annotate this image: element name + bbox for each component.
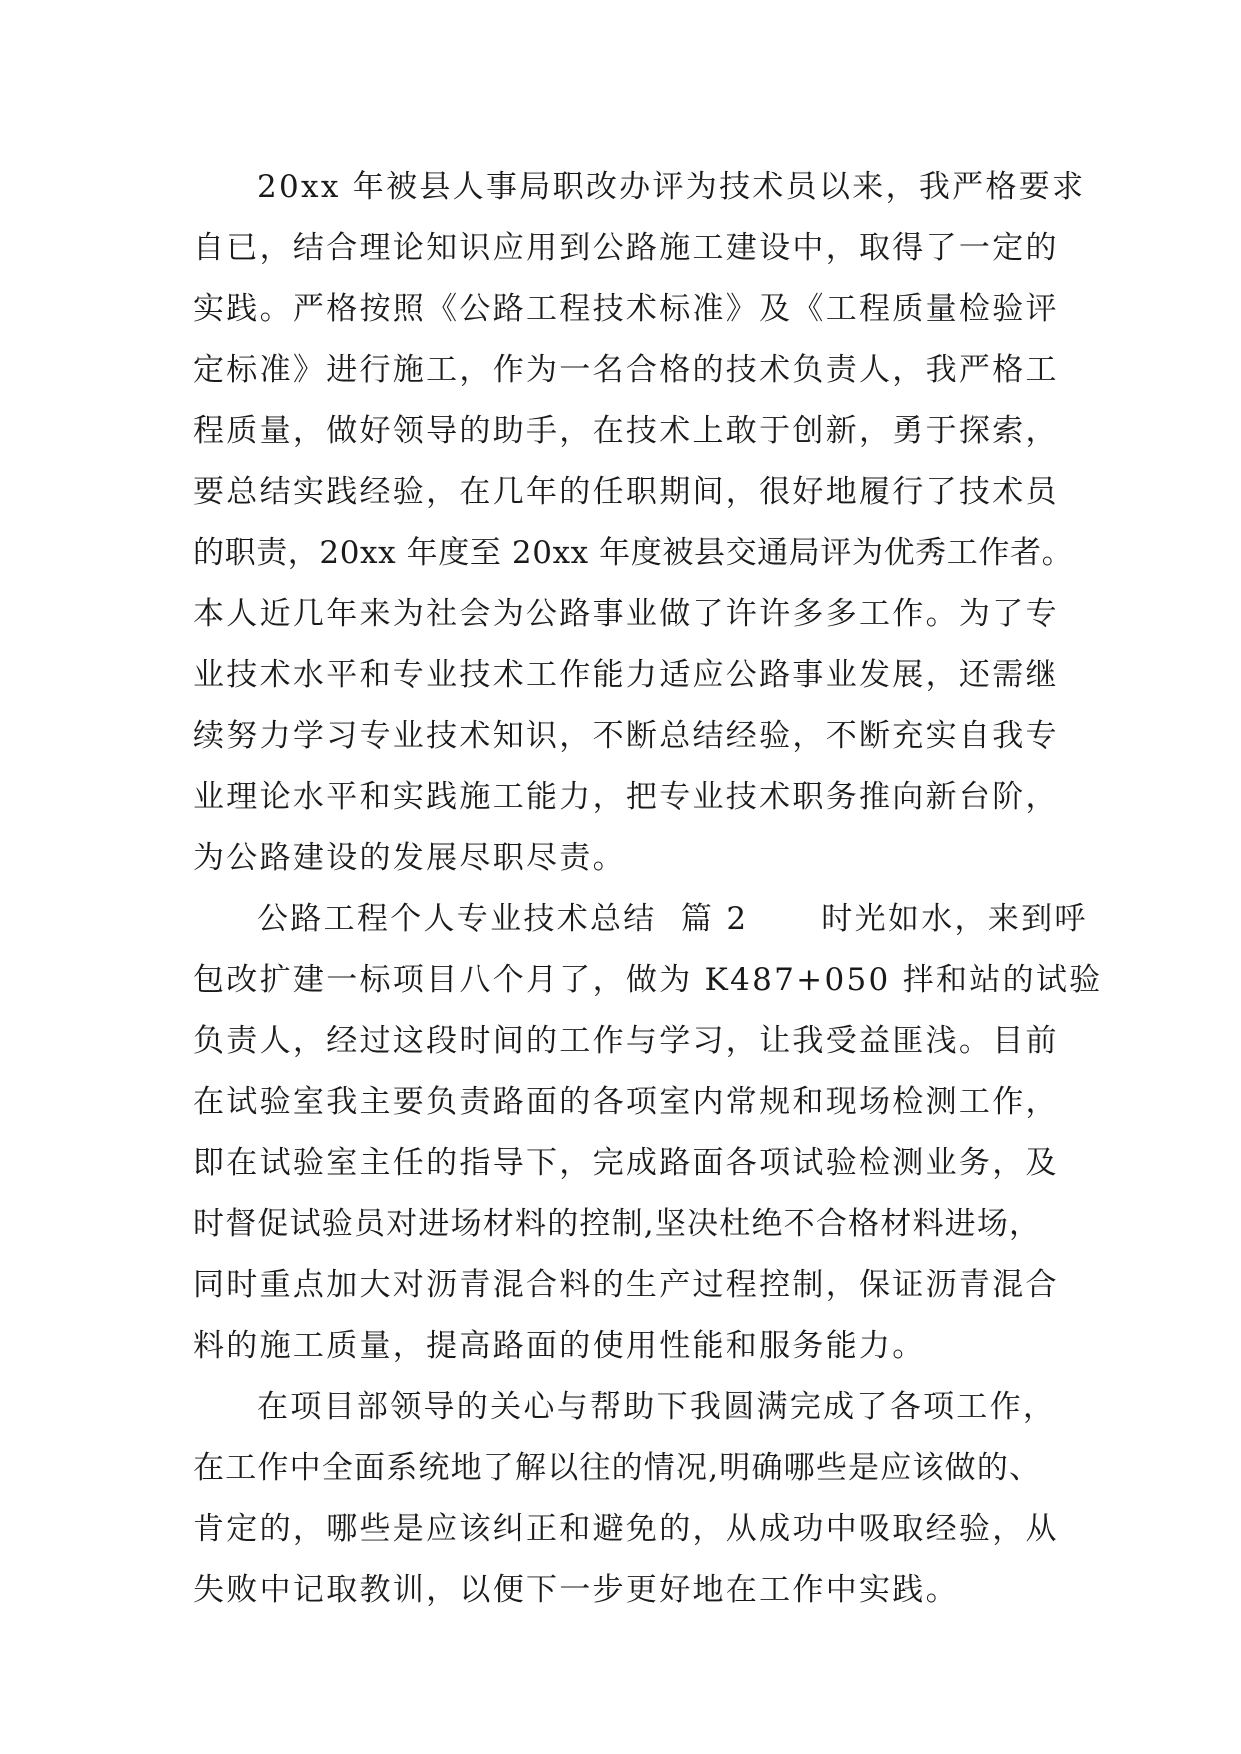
text-line: 时督促试验员对进场材料的控制,坚决杜绝不合格材料进场，	[193, 1206, 1042, 1242]
text-line: 要总结实践经验，在几年的任职期间，很好地履行了技术员	[193, 474, 1059, 510]
section-heading-line: 公路工程个人专业技术总结 篇 2 时光如水，来到呼	[257, 901, 1088, 937]
text-line: 定标准》进行施工，作为一名合格的技术负责人，我严格工	[193, 352, 1059, 388]
text-line: 料的施工质量，提高路面的使用性能和服务能力。	[193, 1328, 926, 1364]
text-line: 实践。严格按照《公路工程技术标准》及《工程质量检验评	[193, 291, 1059, 327]
document-body	[193, 157, 1103, 1621]
text-line: 续努力学习专业技术知识，不断总结经验，不断充实自我专	[193, 718, 1059, 754]
text-line: 失败中记取教训，以便下一步更好地在工作中实践。	[193, 1572, 959, 1608]
paragraph-2	[193, 889, 1103, 1377]
text-line: 自已，结合理论知识应用到公路施工建设中，取得了一定的	[193, 230, 1059, 266]
text-line: 为公路建设的发展尽职尽责。	[193, 840, 626, 876]
text-line: 即在试验室主任的指导下，完成路面各项试验检测业务，及	[193, 1145, 1059, 1181]
paragraph-3	[193, 1377, 1073, 1621]
text-line: 肯定的，哪些是应该纠正和避免的，从成功中吸取经验，从	[193, 1511, 1059, 1547]
text-line: 同时重点加大对沥青混合料的生产过程控制，保证沥青混合	[193, 1267, 1059, 1303]
text-line: 在工作中全面系统地了解以往的情况,明确哪些是应该做的、	[193, 1450, 1042, 1486]
text-line: 在项目部领导的关心与帮助下我圆满完成了各项工作，	[257, 1389, 1057, 1425]
paragraph-1	[193, 157, 1086, 889]
text-line: 负责人，经过这段时间的工作与学习，让我受益匪浅。目前	[193, 1023, 1059, 1059]
text-line: 本人近几年来为社会为公路事业做了许许多多工作。为了专	[193, 596, 1059, 632]
text-line: 业技术水平和专业技术工作能力适应公路事业发展，还需继	[193, 657, 1059, 693]
text-line: 在试验室我主要负责路面的各项室内常规和现场检测工作，	[193, 1084, 1059, 1120]
text-line: 的职责，20xx 年度至 20xx 年度被县交通局评为优秀工作者。	[193, 535, 1074, 571]
text-line: 程质量，做好领导的助手，在技术上敢于创新，勇于探索，	[193, 413, 1059, 449]
text-line: 业理论水平和实践施工能力，把专业技术职务推向新台阶，	[193, 779, 1059, 815]
text-line: 包改扩建一标项目八个月了，做为 K487+050 拌和站的试验	[193, 962, 1103, 998]
text-line: 20xx 年被县人事局职改办评为技术员以来，我严格要求	[257, 169, 1086, 205]
